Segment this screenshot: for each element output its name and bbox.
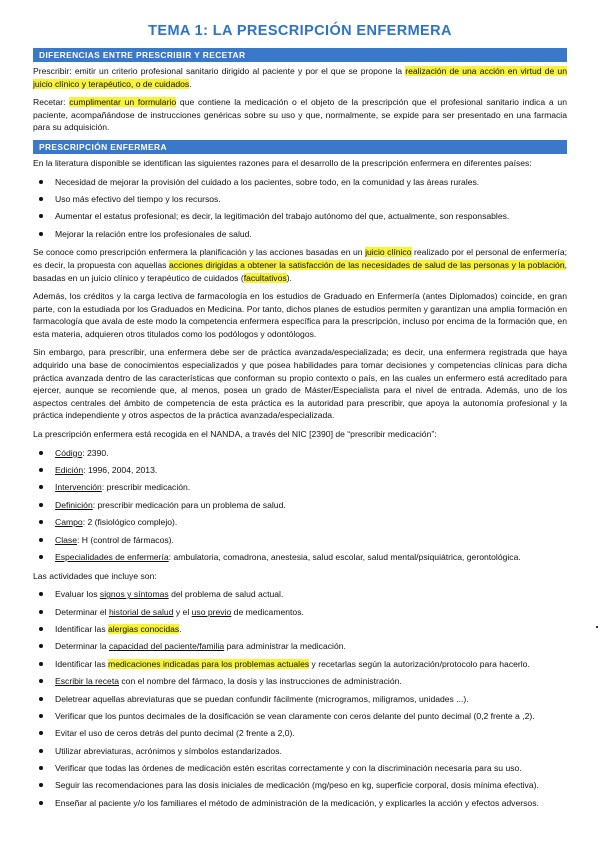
list-item: Evaluar los signos y síntomas del problema de salud actual. <box>33 588 567 601</box>
section-heading-diferencias: DIFERENCIAS ENTRE PRESCRIBIR Y RECETAR <box>33 48 567 62</box>
list-item: Determinar el historial de salud y el uso previo de medicamentos. <box>33 606 567 619</box>
margin-mark <box>596 626 598 628</box>
list-item: Código: 2390. <box>33 447 567 460</box>
reasons-list <box>33 176 567 241</box>
paragraph-prescribir: Prescribir: emitir un criterio profesional sanitario dirigido al paciente y por el que se propone la realización de una acción en virtud de un juicio clínico y terapéutico, o de cuidados. <box>33 66 567 89</box>
list-item: Verificar que los puntos decimales de la dosificación se vean claramente con ceros delante del punto decimal (0,2 frente a ,2). <box>33 710 567 723</box>
list-item: Identificar las medicaciones indicadas para los problemas actuales y recetarlas según la autorización/protocolo para hacerlo. <box>33 658 567 671</box>
list-item: Identificar las alergias conocidas. <box>33 623 567 636</box>
section-heading-prescripcion: PRESCRIPCIÓN ENFERMERA <box>33 140 567 154</box>
list-item: Necesidad de mejorar la provisión del cuidado a los pacientes, sobre todo, en la comunidad y las áreas rurales. <box>33 176 567 189</box>
paragraph-creditos: Además, los créditos y la carga lectiva de farmacología en los estudios de Graduado en Enfermería (antes Diplomados) coincide, en gran parte, con la estudiada por los Graduados en Medicina. Por tanto, dichos planes de estudios permiten y garantizan una amplia formación en farmacología que avala de este modo la competencia enfermera específica para la prescripción, incluso por encima de la formación que, en esta materia, adquieren otros titulados como los podólogos y odontólogos. <box>33 291 567 339</box>
highlight-acciones: acciones dirigidas a obtener la satisfacción de las necesidades de salud de las personas y la población <box>169 259 565 270</box>
list-item: Seguir las recomendaciones para las dosis iniciales de medicación (mg/peso en kg, superficie corporal, dosis mínima efectiva). <box>33 779 567 792</box>
list-item: Definición: prescribir medicación para un problema de salud. <box>33 499 567 512</box>
highlight-accion: realización de una acción en virtud de un juicio clínico y terapéutico, o de cuidados <box>33 66 567 89</box>
list-item: Campo: 2 (fisiológico complejo). <box>33 516 567 529</box>
list-item: Aumentar el estatus profesional; es decir, la legitimación del trabajo autónomo del que, actualmente, son responsables. <box>33 210 567 223</box>
list-item: Escribir la receta con el nombre del fármaco, la dosis y las instrucciones de administración. <box>33 675 567 688</box>
list-item: Verificar que todas las órdenes de medicación estén escritas correctamente y con la discriminación necesaria para su uso. <box>33 762 567 775</box>
paragraph-recetar: Recetar: cumplimentar un formulario que contiene la medicación o el objeto de la prescripción que el profesional sanitario indica a un paciente, acompañándose de instrucciones genéricas sobre su uso y que, normalmente, se expide para ser presentado en una farmacia para su adquisición. <box>33 97 567 133</box>
page-title: TEMA 1: LA PRESCRIPCIÓN ENFERMERA <box>148 23 452 39</box>
list-item: Edición: 1996, 2004, 2013. <box>33 464 567 477</box>
list-item: Uso más efectivo del tiempo y los recursos. <box>33 193 567 206</box>
activities-list <box>33 588 567 809</box>
list-item: Especialidades de enfermería: ambulatoria, comadrona, anestesia, salud escolar, salud mental/psiquiátrica, gerontológica. <box>33 551 567 564</box>
paragraph-nanda: La prescripción enfermera está recogida en el NANDA, a través del NIC [2390] de “prescribir medicación”: <box>33 429 437 440</box>
list-item: Evitar el uso de ceros detrás del punto decimal (2 frente a 2,0). <box>33 727 567 740</box>
paragraph-practica-avanzada: Sin embargo, para prescribir, una enfermera debe ser de práctica avanzada/especializada; es decir, una enfermera registrada que haya adquirido una base de conocimientos especializados y que posea habilidades para tomar decisiones y competencias clínicas para dicha práctica avanzada dentro de las características que conforman su propio contexto o país, en las cuales un enfermero está acreditado para ejercer, aunque se recomiende que, al menos, posea un grado de Máster/Especialista para el nivel de entrada. Además, uno de los aspectos centrales del ámbito de competencia de esta práctica es la autoridad para prescribir, que apoya la autonomía profesional y la práctica independiente y otros aspectos de la práctica avanzada/especializada. <box>33 347 567 421</box>
term-prescribir: Prescribir <box>33 66 70 76</box>
list-item: Enseñar al paciente y/o los familiares el método de administración de la medicación, y explicarles la acción y efectos adversos. <box>33 797 567 810</box>
list-item: Utilizar abreviaturas, acrónimos y símbolos estandarizados. <box>33 745 567 758</box>
list-item: Mejorar la relación entre los profesionales de salud. <box>33 228 567 241</box>
highlight-facultativos: facultativos <box>243 272 287 283</box>
list-item: Clase: H (control de fármacos). <box>33 534 567 547</box>
highlight-juicio: juicio clínico <box>365 247 412 258</box>
nic-list <box>33 447 567 564</box>
list-item: Intervención: prescribir medicación. <box>33 481 567 494</box>
paragraph-intro: En la literatura disponible se identifican las siguientes razones para el desarrollo de la prescripción enfermera en diferentes países: <box>33 157 532 168</box>
list-item: Determinar la capacidad del paciente/familia para administrar la medicación. <box>33 640 567 653</box>
list-item: Deletrear aquellas abreviaturas que se puedan confundir fácilmente (microgramos, miligramos, unidades ...). <box>33 693 567 706</box>
paragraph-definicion: Se conoce como prescripción enfermera la planificación y las acciones basadas en un juicio clínico realizado por el personal de enfermería; es decir, la propuesta con aquellas acciones dirigidas a obtener la satisfacción de las necesidades de salud de las personas y la población, basadas en un juicio clínico y terapéutico de cuidados (facultativos). <box>33 247 567 283</box>
highlight-formulario: cumplimentar un formulario <box>69 97 177 108</box>
term-recetar: Recetar <box>33 97 64 108</box>
paragraph-actividades: Las actividades que incluye son: <box>33 570 157 581</box>
